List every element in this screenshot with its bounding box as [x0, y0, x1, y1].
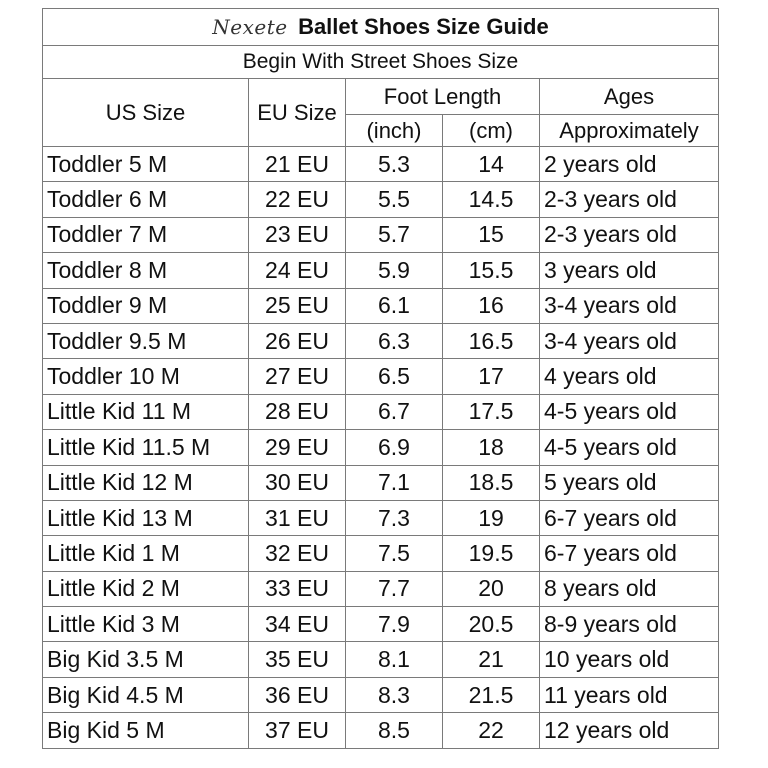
cell-age: 6-7 years old [540, 500, 719, 535]
cell-eu-size: 31 EU [249, 500, 346, 535]
table-row [43, 500, 719, 535]
cell-us-size: Toddler 5 M [43, 147, 249, 182]
cell-age: 4-5 years old [540, 394, 719, 429]
cell-us-size: Little Kid 2 M [43, 571, 249, 606]
cell-age: 12 years old [540, 713, 719, 748]
table-row [43, 536, 719, 571]
cell-foot-cm: 14.5 [443, 182, 540, 217]
header-inch: (inch) [346, 115, 443, 147]
cell-age: 2 years old [540, 147, 719, 182]
cell-us-size: Little Kid 3 M [43, 607, 249, 642]
cell-age: 3-4 years old [540, 323, 719, 358]
cell-foot-inch: 6.5 [346, 359, 443, 394]
cell-age: 3 years old [540, 253, 719, 288]
size-guide-table-wrapper [42, 8, 718, 749]
cell-us-size: Toddler 9.5 M [43, 323, 249, 358]
table-row [43, 430, 719, 465]
cell-foot-inch: 7.3 [346, 500, 443, 535]
cell-foot-inch: 7.9 [346, 607, 443, 642]
cell-age: 10 years old [540, 642, 719, 677]
cell-age: 4-5 years old [540, 430, 719, 465]
cell-foot-inch: 6.1 [346, 288, 443, 323]
cell-foot-inch: 5.9 [346, 253, 443, 288]
cell-foot-cm: 20.5 [443, 607, 540, 642]
cell-eu-size: 35 EU [249, 642, 346, 677]
table-row [43, 571, 719, 606]
cell-age: 2-3 years old [540, 182, 719, 217]
table-row [43, 217, 719, 252]
table-row [43, 713, 719, 748]
cell-eu-size: 26 EU [249, 323, 346, 358]
cell-foot-inch: 5.5 [346, 182, 443, 217]
cell-foot-cm: 14 [443, 147, 540, 182]
cell-eu-size: 21 EU [249, 147, 346, 182]
cell-age: 3-4 years old [540, 288, 719, 323]
table-row [43, 677, 719, 712]
cell-foot-cm: 17 [443, 359, 540, 394]
cell-eu-size: 36 EU [249, 677, 346, 712]
cell-foot-cm: 17.5 [443, 394, 540, 429]
page-title: Ballet Shoes Size Guide [298, 14, 549, 39]
cell-us-size: Toddler 7 M [43, 217, 249, 252]
table-row [43, 147, 719, 182]
table-row [43, 394, 719, 429]
header-us-size: US Size [43, 79, 249, 147]
cell-foot-inch: 8.3 [346, 677, 443, 712]
cell-age: 8-9 years old [540, 607, 719, 642]
cell-us-size: Toddler 6 M [43, 182, 249, 217]
cell-foot-cm: 18 [443, 430, 540, 465]
cell-foot-inch: 7.5 [346, 536, 443, 571]
cell-age: 11 years old [540, 677, 719, 712]
cell-foot-inch: 5.3 [346, 147, 443, 182]
cell-eu-size: 33 EU [249, 571, 346, 606]
table-row [43, 323, 719, 358]
cell-foot-cm: 15 [443, 217, 540, 252]
header-approximately: Approximately [540, 115, 719, 147]
cell-us-size: Little Kid 11 M [43, 394, 249, 429]
cell-us-size: Big Kid 3.5 M [43, 642, 249, 677]
cell-eu-size: 37 EU [249, 713, 346, 748]
header-foot-length: Foot Length [346, 79, 540, 115]
cell-eu-size: 23 EU [249, 217, 346, 252]
cell-foot-inch: 8.1 [346, 642, 443, 677]
cell-eu-size: 30 EU [249, 465, 346, 500]
cell-eu-size: 27 EU [249, 359, 346, 394]
cell-us-size: Big Kid 5 M [43, 713, 249, 748]
cell-foot-cm: 21 [443, 642, 540, 677]
cell-age: 4 years old [540, 359, 719, 394]
cell-eu-size: 32 EU [249, 536, 346, 571]
table-row [43, 288, 719, 323]
table-row [43, 253, 719, 288]
cell-foot-cm: 16 [443, 288, 540, 323]
cell-us-size: Toddler 10 M [43, 359, 249, 394]
cell-foot-inch: 7.1 [346, 465, 443, 500]
brand-logo: Nexete [212, 15, 288, 39]
cell-eu-size: 29 EU [249, 430, 346, 465]
cell-foot-cm: 22 [443, 713, 540, 748]
header-cm: (cm) [443, 115, 540, 147]
header-eu-size: EU Size [249, 79, 346, 147]
cell-us-size: Toddler 8 M [43, 253, 249, 288]
cell-us-size: Little Kid 13 M [43, 500, 249, 535]
table-row [43, 642, 719, 677]
cell-foot-inch: 8.5 [346, 713, 443, 748]
table-row [43, 465, 719, 500]
cell-age: 5 years old [540, 465, 719, 500]
header-ages: Ages [540, 79, 719, 115]
cell-foot-cm: 20 [443, 571, 540, 606]
cell-eu-size: 22 EU [249, 182, 346, 217]
table-row [43, 607, 719, 642]
cell-age: 6-7 years old [540, 536, 719, 571]
cell-foot-cm: 21.5 [443, 677, 540, 712]
title-cell [43, 9, 719, 46]
cell-eu-size: 24 EU [249, 253, 346, 288]
cell-us-size: Toddler 9 M [43, 288, 249, 323]
cell-foot-cm: 16.5 [443, 323, 540, 358]
subtitle: Begin With Street Shoes Size [43, 46, 719, 79]
table-body [43, 147, 719, 749]
cell-foot-inch: 6.9 [346, 430, 443, 465]
cell-foot-inch: 6.7 [346, 394, 443, 429]
table-row [43, 359, 719, 394]
cell-eu-size: 28 EU [249, 394, 346, 429]
cell-us-size: Little Kid 11.5 M [43, 430, 249, 465]
cell-age: 2-3 years old [540, 217, 719, 252]
cell-foot-inch: 6.3 [346, 323, 443, 358]
cell-foot-cm: 19.5 [443, 536, 540, 571]
cell-us-size: Big Kid 4.5 M [43, 677, 249, 712]
cell-foot-inch: 7.7 [346, 571, 443, 606]
cell-foot-cm: 15.5 [443, 253, 540, 288]
cell-us-size: Little Kid 1 M [43, 536, 249, 571]
cell-us-size: Little Kid 12 M [43, 465, 249, 500]
size-guide-table [42, 8, 719, 749]
cell-foot-cm: 18.5 [443, 465, 540, 500]
cell-age: 8 years old [540, 571, 719, 606]
cell-eu-size: 25 EU [249, 288, 346, 323]
cell-eu-size: 34 EU [249, 607, 346, 642]
cell-foot-cm: 19 [443, 500, 540, 535]
cell-foot-inch: 5.7 [346, 217, 443, 252]
table-row [43, 182, 719, 217]
